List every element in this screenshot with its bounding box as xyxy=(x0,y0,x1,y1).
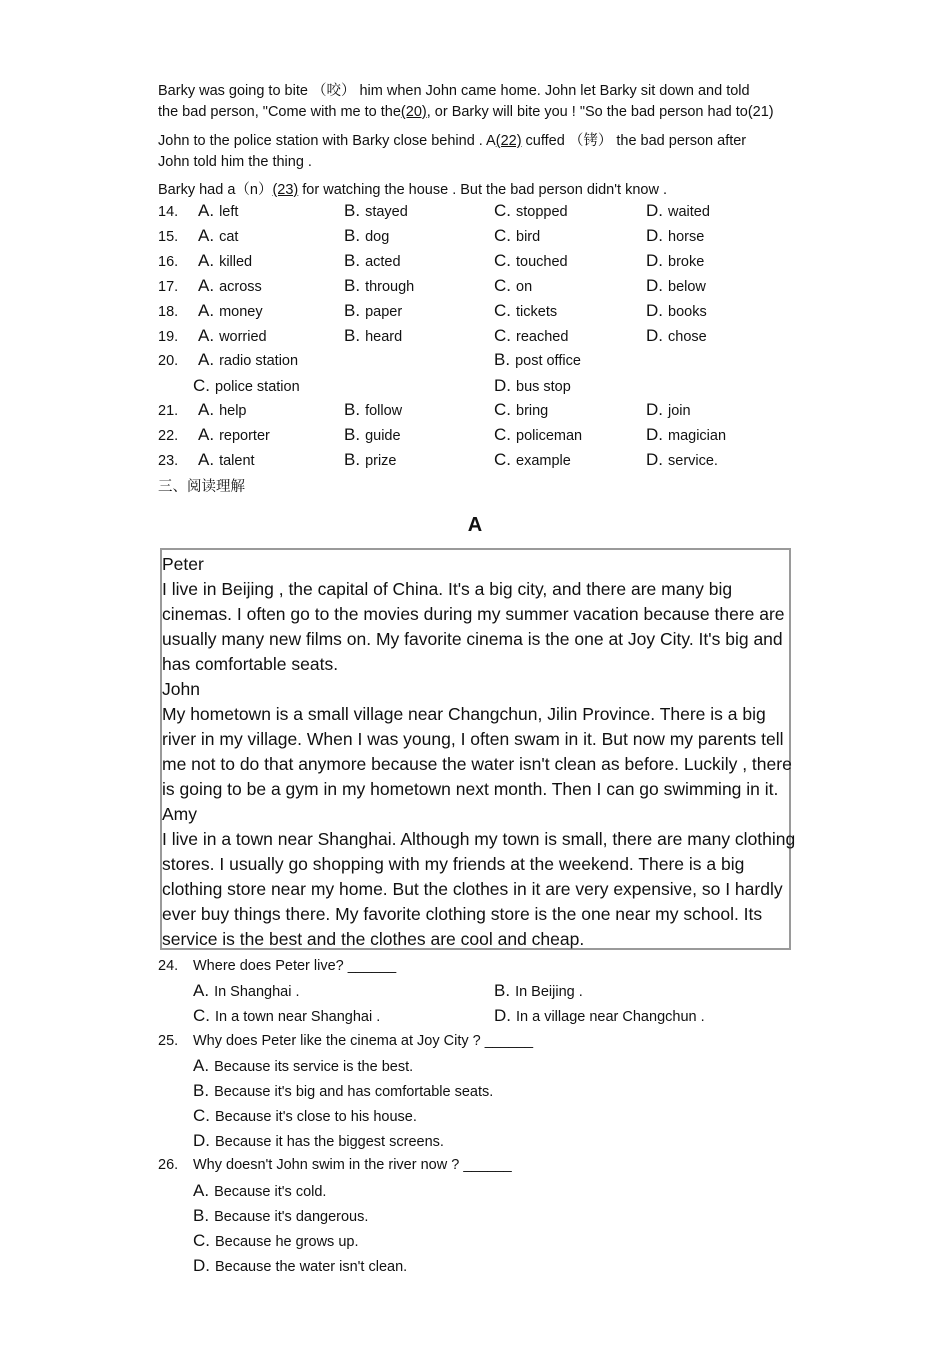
option-b[interactable]: B. paper xyxy=(344,301,403,320)
question-number: 18. xyxy=(158,304,179,320)
option-b[interactable]: B. heard xyxy=(344,326,403,345)
question-number: 14. xyxy=(158,204,179,220)
option-a[interactable]: A. help xyxy=(198,400,247,419)
option-c[interactable]: C. In a town near Shanghai . xyxy=(193,1006,381,1025)
option-d[interactable]: D. bus stop xyxy=(494,376,571,395)
option-d[interactable]: D. waited xyxy=(646,201,710,220)
option-c[interactable]: C. Because he grows up. xyxy=(193,1231,359,1250)
option-c[interactable]: C. example xyxy=(494,450,571,469)
question-text: Why doesn't John swim in the river now ? ______ xyxy=(193,1157,512,1173)
option-c[interactable]: C. bird xyxy=(494,226,541,245)
option-b[interactable]: B. through xyxy=(344,276,415,295)
section-title: 三、阅读理解 xyxy=(158,479,245,495)
passage-text-line: usually many new films on. My favorite cinema is the one at Joy City. It's big and xyxy=(162,629,783,649)
option-d[interactable]: D. chose xyxy=(646,326,707,345)
reading-heading: A xyxy=(467,514,483,536)
option-a[interactable]: A. cat xyxy=(198,226,239,245)
option-d[interactable]: D. Because the water isn't clean. xyxy=(193,1256,408,1275)
passage-text-line: cinemas. I often go to the movies during my summer vacation because there are xyxy=(162,604,785,624)
blank-23: (23) xyxy=(272,182,299,198)
option-a[interactable]: A. radio station xyxy=(198,350,299,369)
option-b[interactable]: B. post office xyxy=(494,350,581,369)
option-b[interactable]: B. prize xyxy=(344,450,397,469)
passage-text-line: ever buy things there. My favorite clothing store is the one near my school. Its xyxy=(162,904,763,924)
passage-line-2: the bad person, "Come with me to the(20), or Barky will bite you ! "So the bad person had to(21) xyxy=(158,104,774,120)
option-a[interactable]: A. left xyxy=(198,201,239,220)
option-b[interactable]: B. Because it's big and has comfortable seats. xyxy=(193,1081,494,1100)
option-c[interactable]: C. policeman xyxy=(494,425,583,444)
passage-line-3: John to the police station with Barky close behind . A(22) cuffed （铐） the bad person after xyxy=(158,133,747,149)
passage-text-line: clothing store near my home. But the clothes in it are very expensive, so I hardly xyxy=(162,879,783,899)
question-number: 21. xyxy=(158,403,179,419)
option-a[interactable]: A. In Shanghai . xyxy=(193,981,300,1000)
passage-line-4: John told him the thing . xyxy=(158,154,312,170)
question-number: 23. xyxy=(158,453,179,469)
blank-22: (22) xyxy=(495,133,522,149)
question-number: 15. xyxy=(158,229,179,245)
passage-text-line: stores. I usually go shopping with my friends at the weekend. There is a big xyxy=(162,854,745,874)
option-b[interactable]: B. dog xyxy=(344,226,390,245)
option-b[interactable]: B. stayed xyxy=(344,201,408,220)
passage-text-line: My hometown is a small village near Changchun, Jilin Province. There is a big xyxy=(162,704,766,724)
option-b[interactable]: B. guide xyxy=(344,425,401,444)
option-b[interactable]: B. In Beijing . xyxy=(494,981,583,1000)
passage-line-1: Barky was going to bite （咬） him when John came home. John let Barky sit down and told xyxy=(158,83,750,99)
question-number: 22. xyxy=(158,428,179,444)
option-b[interactable]: B. Because it's dangerous. xyxy=(193,1206,369,1225)
option-a[interactable]: A. money xyxy=(198,301,263,320)
option-c[interactable]: C. reached xyxy=(494,326,569,345)
speaker-name: Amy xyxy=(162,804,197,824)
option-d[interactable]: D. magician xyxy=(646,425,727,444)
passage-text-line: is going to be a gym in my hometown next month. Then I can go swimming in it. xyxy=(162,779,779,799)
passage-text-line: I live in a town near Shanghai. Although my town is small, there are many clothing xyxy=(162,829,796,849)
passage-text-line: has comfortable seats. xyxy=(162,654,339,674)
option-c[interactable]: C. Because it's close to his house. xyxy=(193,1106,417,1125)
passage-text-line: river in my village. When I was young, I often swam in it. But now my parents tell xyxy=(162,729,784,749)
blank-20: (20) xyxy=(400,104,427,120)
question-text: Where does Peter live? ______ xyxy=(193,958,397,974)
question-number: 16. xyxy=(158,254,179,270)
question-number: 17. xyxy=(158,279,179,295)
question-number: 20. xyxy=(158,353,179,369)
option-c[interactable]: C. touched xyxy=(494,251,568,270)
passage-line-5: Barky had a（n）(23) for watching the house . But the bad person didn't know . xyxy=(158,182,667,198)
option-c[interactable]: C. on xyxy=(494,276,533,295)
option-d[interactable]: D. Because it has the biggest screens. xyxy=(193,1131,444,1150)
passage-text-line: service is the best and the clothes are cool and cheap. xyxy=(162,929,585,949)
speaker-name: Peter xyxy=(162,554,204,574)
option-a[interactable]: A. across xyxy=(198,276,262,295)
option-a[interactable]: A. reporter xyxy=(198,425,270,444)
option-d[interactable]: D. service. xyxy=(646,450,718,469)
option-d[interactable]: D. broke xyxy=(646,251,705,270)
option-a[interactable]: A. killed xyxy=(198,251,253,270)
passage-text-line: I live in Beijing , the capital of China. It's a big city, and there are many big xyxy=(162,579,733,599)
passage-text-line: me not to do that anymore because the water isn't clean as before. Luckily , there xyxy=(162,754,792,774)
question-number: 25. xyxy=(158,1033,179,1049)
option-c[interactable]: C. bring xyxy=(494,400,549,419)
option-c[interactable]: C. police station xyxy=(193,376,300,395)
question-text: Why does Peter like the cinema at Joy City ? ______ xyxy=(193,1033,534,1049)
question-number: 24. xyxy=(158,958,179,974)
option-d[interactable]: D. horse xyxy=(646,226,705,245)
question-number: 26. xyxy=(158,1157,179,1173)
option-a[interactable]: A. worried xyxy=(198,326,267,345)
option-d[interactable]: D. below xyxy=(646,276,706,295)
option-a[interactable]: A. Because it's cold. xyxy=(193,1181,327,1200)
option-c[interactable]: C. stopped xyxy=(494,201,568,220)
option-b[interactable]: B. follow xyxy=(344,400,403,419)
option-d[interactable]: D. join xyxy=(646,400,691,419)
option-a[interactable]: A. talent xyxy=(198,450,255,469)
option-d[interactable]: D. In a village near Changchun . xyxy=(494,1006,705,1025)
option-d[interactable]: D. books xyxy=(646,301,707,320)
option-b[interactable]: B. acted xyxy=(344,251,401,270)
question-number: 19. xyxy=(158,329,179,345)
option-a[interactable]: A. Because its service is the best. xyxy=(193,1056,414,1075)
speaker-name: John xyxy=(162,679,200,699)
option-c[interactable]: C. tickets xyxy=(494,301,558,320)
